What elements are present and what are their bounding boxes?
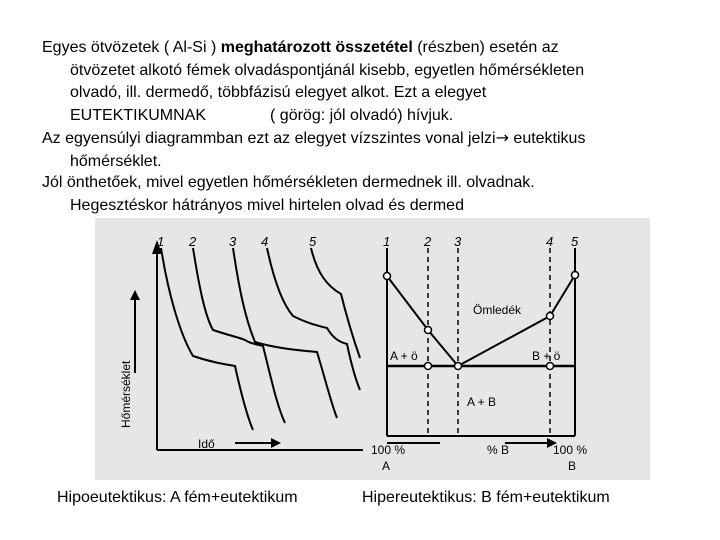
axis-a-percent: 100 %	[371, 443, 406, 457]
phase-point	[384, 273, 391, 280]
phase-label-3: 3	[454, 234, 462, 249]
axis-percent-b: % B	[487, 443, 510, 457]
eutektikum-term: EUTEKTIKUMNAK	[70, 106, 207, 124]
text-span: Egyes ötvözetek ( Al-Si )	[42, 39, 221, 56]
text-line	[42, 37, 682, 60]
eutectic-figure	[95, 218, 650, 480]
region-b-melt: B + ö	[532, 349, 561, 363]
axis-b-percent: 100 %	[553, 443, 588, 457]
text-span: (részben) esetén az	[412, 39, 559, 56]
phase-label-1: 1	[383, 234, 391, 249]
phase-point	[425, 327, 432, 334]
bold-term: meghatározott összetétel	[220, 39, 413, 56]
temperature-arrow	[130, 290, 140, 373]
cooling-curve-5	[311, 248, 360, 358]
text-line: hőmérséklet.	[70, 152, 162, 170]
x-axis-label: Idő	[198, 437, 215, 451]
region-a-b: A + B	[467, 395, 497, 409]
region-a-melt: A + ö	[390, 349, 418, 363]
paragraph-properties	[42, 172, 682, 217]
curve-label-3: 3	[229, 234, 237, 249]
phase-point	[455, 363, 462, 370]
text-line: ötvözetet alkotó fémek olvadáspontjánál kisebb, egyetlen hőmérsékleten	[70, 61, 585, 79]
caption-hypereutectic: Hipereutektikus: B fém+eutektikum	[362, 489, 610, 506]
phase-point	[425, 363, 432, 370]
phase-label-5: 5	[571, 234, 579, 249]
text-span: Az egyensúlyi diagrammban ezt az elegyet vízszintes vonal jelzi	[42, 130, 496, 147]
cooling-curve-2	[193, 248, 285, 423]
paragraph-eutectic-definition	[42, 37, 682, 127]
text-span: eutektikus	[508, 130, 586, 147]
text-line: olvadó, ill. dermedő, többfázisú elegyet alkot. Ezt a elegyet	[70, 84, 487, 101]
cooling-curve-4	[267, 248, 360, 390]
text-line: Jól önthetőek, mivel egyetlen hőmérsékleten dermednek ill. olvadnak.	[42, 174, 535, 191]
text-line	[42, 105, 682, 128]
text-line	[42, 127, 682, 151]
curve-label-2: 2	[189, 234, 197, 249]
phase-label-4: 4	[546, 234, 554, 249]
caption-hypoeutectic: Hipoeutektikus: A fém+eutektikum	[57, 489, 298, 506]
text-line: Hegesztéskor hátrányos mivel hirtelen olvad és dermed	[70, 196, 464, 214]
axis-b-letter: B	[568, 459, 577, 473]
phase-point	[572, 272, 579, 279]
axis-a-letter: A	[382, 459, 391, 473]
phase-label-2: 2	[424, 234, 432, 249]
phase-point	[547, 363, 554, 370]
phase-point	[547, 313, 554, 320]
arrow-right-icon: →	[495, 128, 509, 147]
y-axis-label: Hőmérséklet	[119, 360, 133, 428]
curve-label-5: 5	[309, 234, 317, 249]
curve-label-4: 4	[261, 234, 269, 249]
region-melt: Ömledék	[473, 303, 522, 317]
composition-arrow	[387, 438, 557, 448]
text-span: ( görög: jól olvadó) hívjuk.	[270, 106, 454, 124]
paragraph-diagram-line	[42, 127, 682, 173]
curve-label-1: 1	[157, 234, 165, 249]
eutectic-diagram	[95, 218, 650, 480]
time-arrow	[235, 438, 281, 448]
